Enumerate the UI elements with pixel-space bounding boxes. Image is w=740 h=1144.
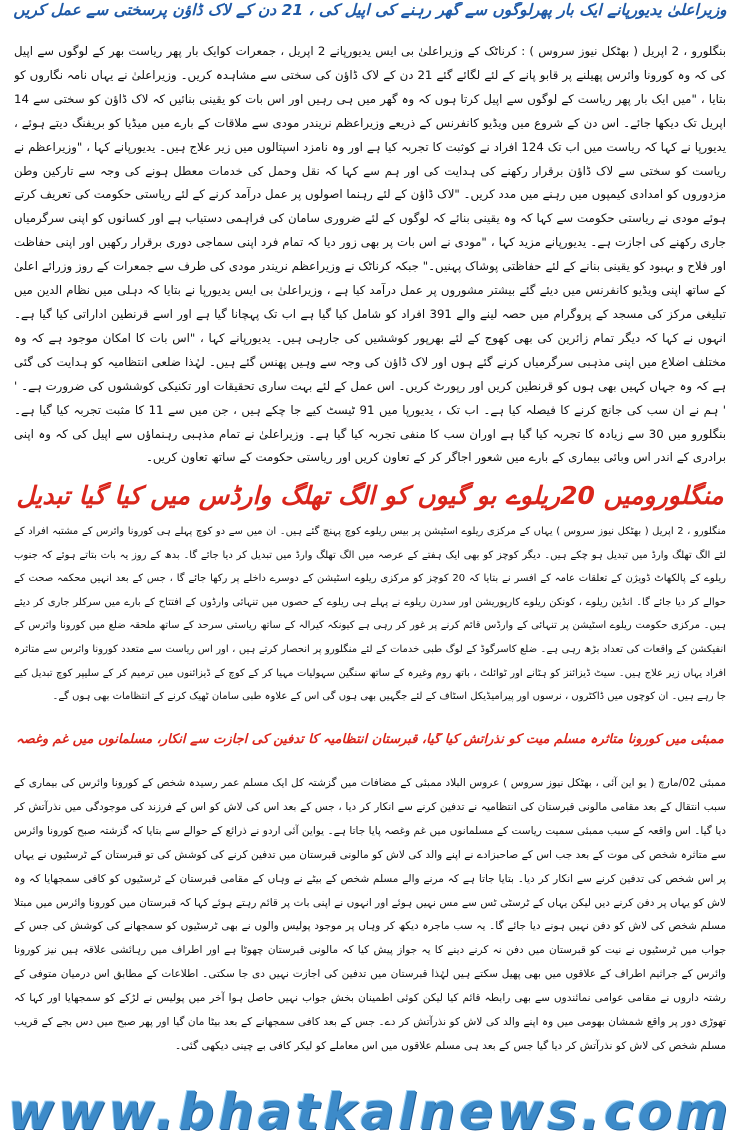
article-2-headline: منگلورومیں 20ریلوے بو گیوں کو الگ تھلگ وارڈس میں کیا گیا تبدیل: [16, 482, 724, 510]
article-1-body: [14, 40, 726, 476]
article-1-text: بنگلورو ، 2 اپریل ( بھٹکل نیوز سروس ) : کرناٹک کے وزیراعلیٰ بی ایس یدیورپانے 2 اپریل ، جمعرات کوایک بار پھر ریاست بھر کے لوگوں سے اپیل کی کہ وہ کورونا وائرس پھیلنے پر قابو پانے کے لئے لگائے گئے 21 دن کے لاک ڈاؤن کی سختی سے مشاہدہ کریں۔ وزیراعلیٰ نے یہاں نامہ نگاروں کو بتایا ، "میں ایک بار پھر ریاست کے لوگوں سے اپیل کرتا ہوں کہ وہ گھر میں ہی رہیں اور اس بات کو یقینی بنائیں کہ لاک ڈاؤن کو سختی سے 14 اپریل تک دیکھا جائے۔ اس دن کے شروع میں ویڈیو کانفرنس کے ذریعے وزیراعظم نریندر مودی سے ملاقات کے بارے میں میڈیا کو بریفنگ دیتے ہوئے ، یدیورپا نے کہا کہ ریاست میں اب تک 124 افراد نے کوثبت کا تجربہ کیا ہے اور وہ نامزد اسپتالوں میں زیر علاج ہیں۔ یدیورپانے کہا ، "وزیراعظم نے ریاست کو سختی سے لاک ڈاؤن برقرار رکھنے کی ہدایت کی اور ہم سے کہا کہ نقل وحمل کی خدمات معطل ہونے کی وجہ سے تارکین وطن مزدوروں کو امدادی کیمپوں میں رہنے میں مدد کریں۔ "لاک ڈاؤن کے لئے رہنما اصولوں پر عمل درآمد کرنے کے لئے ریاستی حکومت کی تعریف کرتے ہوئے مودی نے ریاستی حکومت سے کہا کہ وہ یقینی بنائے کہ لوگوں کے لئے ضروری سامان کی فراہمی دستیاب ہے اور کسانوں کو اپنی سرگرمیاں جاری رکھنے کی اجازت ہے۔ یدیورپانے مزید کہا ، "مودی نے اس بات پر بھی زور دیا کہ تمام فرد اپنی سماجی دوری برقرار رکھیں اور اپنی حفاظت اور فلاح و بہبود کو یقینی بنانے کے لئے حفاظتی پوشاک پہنیں۔" جبکہ کرناٹک نے وزیراعظم نریندر مودی کی طرف سے جمعرات کے روز وزرائے اعلیٰ کے ساتھ اپنی ویڈیو کانفرنس میں دیئے گئے بیشتر مشوروں پر عمل درآمد کیا ہے ، وزیراعلیٰ بی ایس یدیورپا نے بتایا کہ دہلی میں نظام الدین میں تبلیغی مرکز کی مسجد کے پروگرام میں حصہ لینے والے 391 افراد کو شامل کیا گیا ہے اب تک پہچانا گیا ہے اور اسے قرنطین اداراتی کیا گیا ہے۔ انہوں نے کہا کہ دیگر تمام زائرین کی بھی کھوج کے لئے بھرپور کوششیں کی جارہی ہیں۔ یدیورپانے کہا ، "اس بات کا امکان موجود ہے کہ وہ مختلف اضلاع میں اپنی مذہبی سرگرمیاں کرنے گئے ہوں اور لاک ڈاؤن کی وجہ سے وہیں پھنس گئے ہیں۔ لہٰذا ضلعی انتظامیہ کو ہدایت کی گئی ہے کہ وہ جہاں کہیں بھی ہوں کو قرنطین کریں اور رپورٹ کریں۔ اس عمل کے لئے بہت ساری تحقیقات اور تکنیکی کوششوں کی ضرورت ہے۔ ' ' ہم نے ان سب کی جانچ کرنے کا فیصلہ کیا ہے۔ اب تک ، یدیورپا میں 91 ٹیسٹ کیے جا چکے ہیں ، جن میں سے 11 کا مثبت تجربہ کیا گیا ہے۔ بنگلورو میں 30 سے زیادہ کا تجربہ کیا گیا ہے اوران سب کا منفی تجربہ کیا گیا ہے۔ وزیراعلیٰ نے تمام مذہبی رہنماؤں سے اپیل کی کہ وہ اپنی برادری کے اندر اس وبائی بیماری کے بارے میں شعور اجاگر کر کے تعاون کریں اور ریاستی حکومت کے ساتھ تعاون کریں۔: [14, 44, 726, 465]
site-logo[interactable]: www.bhatkalnews.com: [7, 1083, 733, 1141]
article-1-headline: وزیراعلیٰ یدیورپانے ایک بار پھرلوگوں سے گھر رہنے کی اپیل کی ، 21 دن کے لاک ڈاؤن پرسختی سے عمل کریں: [13, 2, 727, 19]
article-3-text: ممبئی 02/مارچ ( یو این آئی ، بھٹکل نیوز سروس ) عروس البلاد ممبئی کے مضافات میں گزشتہ کل ایک مسلم عمر رسیدہ شخص کے کورونا وائرس کی بیماری کے سبب انتقال کے بعد مقامی مالونی قبرستان کی انتظامیہ نے تدفین کرنے سے انکار کر دیا ، جس کے بعد اس کی لاش کو اس کے فرزند کی موجودگی میں نذرآتش کر دیا گیا۔ اس واقعہ کے سبب ممبئی سمیت ریاست کے مسلمانوں میں غم وغصہ پایا جاتا ہے۔ یواین آئی اردو نے ذرائع کے حوالے سے بتایا کہ گزشتہ صبح کورونا وائرس سے متاثرہ شخص کی موت کے بعد جب اس کے صاحبزادے نے اپنے والد کی لاش کو مالونی قبرستان میں تدفین کرنے کی کوشش کی تو قبرستان کے ٹرسٹیوں نے یہاں پر اس شخص کی تدفین کرنے سے انکار کر دیا۔ بتایا جاتا ہے کہ مرنے والے مسلم شخص کے بیٹے نے وہاں کے مقامی قبرستان کے ٹرسٹیوں کو کافی سمجھایا کہ وہ لاش کو یہاں پر دفن کرنے دیں لیکن یہاں کے ٹرسٹی ٹس سے مس نہیں ہوئے اور انہوں نے اپنی بات پر قائم رہتے ہوئے کہا کہ قبرستان میں کورونا وائرس میں مبتلا مسلم شخص کی لاش کو دفن نہیں ہونے دیا جائے گا۔ یہ سب ماجرہ دیکھ کر وہاں پر موجود پولیس والوں نے بھی ٹرسٹیوں کو سمجھانے کی کوشش کی جس کے جواب میں ٹرسٹیوں نے نیت کو قبرستان میں دفن نہ کرنے دینے کا یہ جواز پیش کیا کہ مالونی قبرستان چھوٹا ہے اور اطراف میں رہائشی علاقہ ہیں نیز کورونا وائرس کے جراثیم اطراف کے علاقوں میں بھی پھیل سکتے ہیں لہٰذا قبرستان میں تدفین کی اجازت نہیں دی جا سکتی۔ اطلاعات کے مطابق اس درمیان متوفی کے رشتہ داروں نے مقامی عوامی نمائندوں سے بھی رابطہ قائم کیا لیکن کوئی اطمینان بخش جواب نہیں حاصل ہوا آخر میں پولیس نے لڑکے کو سمجھایا اور کہا کہ تھوڑی دور پر واقع شمشان بھومی میں وہ اپنے والد کی لاش کو نذرآتش کر دے۔ جس کے بعد کافی سمجھانے کے بعد بیٹا مان گیا اور پھر صبح میں دس بجے کے قریب مسلم شخص کی لاش کو نذرآتش کر دیا گیا جس کے بعد ہی مسلم علاقوں میں اس معاملے کو لیکر کافی بے چینی دیکھی گئی۔: [14, 777, 726, 1052]
article-2-text: منگلورو ، 2 اپریل ( بھٹکل نیوز سروس ) یہاں کے مرکزی ریلوے اسٹیشن پر بیس ریلوے کوچ پہنچ گئے ہیں۔ ان میں سے دو کوچ پہلے ہی کورونا وائرس کے مشتبہ افراد کے لئے الگ تھلگ وارڈ میں تبدیل ہو چکے ہیں۔ دیگر کوچز کو بھی ایک ہفتے کے عرصہ میں الگ تھلگ وارڈ میں تبدیل کر دیا جائے گا۔ بدھ کے روز یہ بات بتاتے ہوئے کہ جنوب ریلوے کے پالکھاٹ ڈویژن کے تعلقات عامہ کے افسر نے بتایا کہ 20 کوچز کو مرکزی ریلوے اسٹیشن کے دوسرے داخلے پر رکھا جائے گا ، جس کے بعد انہیں محکمہ صحت کے حوالے کر دیا جائے گا۔ انڈین ریلوے ، کونکن ریلوے کارپوریشن اور سدرن ریلوے نے پہلے ہی ریلوے کے حصوں میں تنہائی وارڈوں کے افتتاح کے بارے میں سرکلر جاری کر دیئے ہیں۔ مرکزی حکومت ریلوے اسٹیشن پر تنہائی کے وارڈس قائم کرنے پر غور کر رہی ہے کیونکہ کیرالہ کے ساتھ ریاستی سرحد کے ساتھ ملحقہ ضلع میں کورونا وائرس کے انفیکشن کے واقعات کی تعداد بڑھ رہی ہے۔ ضلع کاسرگوڈ کے لوگ طبی خدمات کے لئے منگلورو پر انحصار کرتے ہیں ، اور اس ریاست سے متعدد کورونا وائرس سے متاثرہ افراد یہاں زیر علاج ہیں۔ سیٹ ڈیزائنز کو ہٹانے اور ٹوائلٹ ، باتھ روم وغیرہ کے ساتھ سنگین سہولیات مہیا کر کے کوچ کے ڈیزائنوں میں ترمیم کر کے سلیپر کوچ تبدیل کیے جا رہے ہیں۔ ان کوچوں میں ڈاکٹروں ، نرسوں اور پیرامیڈیکل اسٹاف کے لئے جگہیں بھی ہوں گی اس کے علاوہ طبی سامان ٹھیک کرنے کے انتظامات بھی ہوں گے۔: [14, 526, 726, 703]
article-2-body: [14, 520, 726, 728]
article-3-headline: ممبئی میں کورونا متاثرہ مسلم میت کو نذرآتش کیا گیا، قبرستان انتظامیہ کا تدفین کی اجازت سے انکار، مسلمانوں میں غم وغصہ: [16, 733, 724, 747]
article-3-body: [14, 772, 726, 1070]
